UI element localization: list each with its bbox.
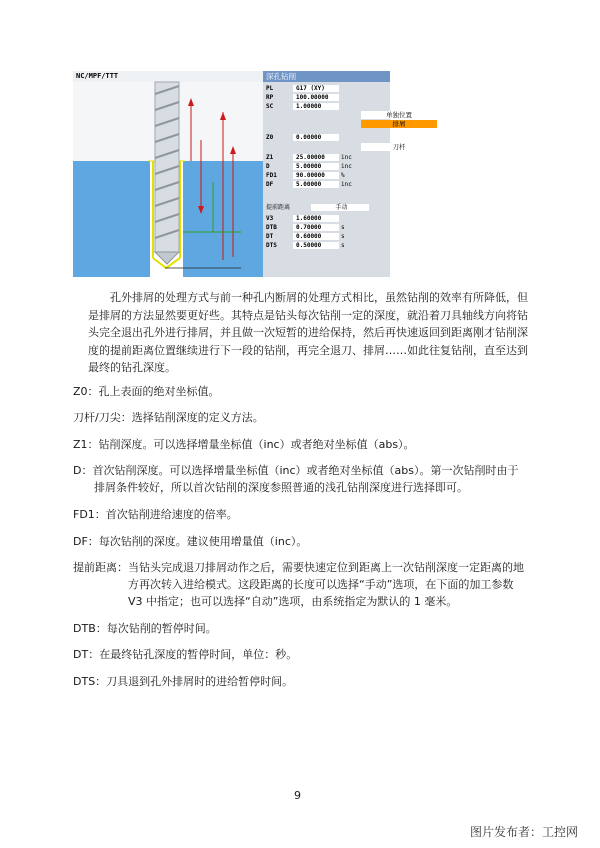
value-field[interactable]: 1.60000	[293, 215, 339, 222]
value-field[interactable]: 25.00000	[293, 154, 339, 161]
advance-description-line1: 提前距离：当钻头完成退刀排屑动作之后，需要快速定位到距离上一次钻削深度一定距离的地	[73, 561, 524, 574]
option-single-position[interactable]: 单独位置	[361, 111, 437, 119]
dtb-description: DTB：每次钻削的暂停时间。	[73, 622, 217, 635]
page-number: 9	[294, 789, 301, 802]
fd1-description: FD1：首次钻削进给速度的倍率。	[73, 508, 238, 521]
value-field[interactable]: 0.50000	[293, 242, 339, 249]
drill-bit-icon	[155, 82, 179, 264]
value-field[interactable]: 5.00000	[293, 181, 339, 188]
parameter-panel: 深孔钻削 PL G17 (XY) RP 100.00000 SC 1.00000 单独位置 排屑 Z0 0.00000 刀杆 Z1 25.00000 inc D 5.00000 inc FD1 90.00000 % DF 5.00000 inc 提前距离 手动 V3 1.60000 DTB 0.70000 s DT 0.60000 s DTS 0.50000 s	[263, 71, 390, 277]
value-field[interactable]: 90.00000	[293, 172, 339, 179]
df-description: DF：每次钻削的深度。建议使用增量值（inc）。	[73, 535, 308, 548]
d-description-line2: 排屑条件较好，所以首次钻削的深度参照普通的浅孔钻削深度进行选择即可。	[94, 481, 468, 494]
shank-description: 刀杆/刀尖：选择钻削深度的定义方法。	[73, 411, 264, 424]
option-tool-shank[interactable]: 刀杆	[361, 143, 437, 151]
value-field[interactable]: 100.00000	[293, 94, 339, 101]
advance-distance-select[interactable]: 手动	[311, 204, 369, 211]
advance-description-line3: V3 中指定；也可以选择“自动”选项，由系统指定为默认的 1 毫米。	[128, 595, 458, 608]
dt-description: DT：在最终钻孔深度的暂停时间，单位：秒。	[73, 648, 298, 661]
dts-description: DTS：刀具退到孔外排屑时的进给暂停时间。	[73, 675, 294, 688]
intro-paragraph: 孔外排屑的处理方式与前一种孔内断屑的处理方式相比，虽然钻削的效率有所降低，但是排屑的方法显然要更好些。其特点是钻头每次钻削一定的深度，就沿着刀具轴线方向将钻头完全退出孔外进行排屑，并且做一次短暂的进给保持，然后再快速返回到距离刚才钻削深度的提前距离位置继续进行下一段的钻削，再完全退刀、排屑……如此往复钻削，直至达到最终的钻孔深度。	[88, 291, 528, 374]
cnc-screenshot	[73, 71, 412, 277]
option-chip-removal[interactable]: 排屑	[361, 120, 437, 128]
value-field[interactable]: 1.00000	[293, 103, 339, 110]
z1-description: Z1：钻削深度。可以选择增量坐标值（inc）或者绝对坐标值（abs）。	[73, 438, 415, 451]
value-field[interactable]: 0.70000	[293, 224, 339, 231]
value-field[interactable]: 0.60000	[293, 233, 339, 240]
d-description-line1: D：首次钻削深度。可以选择增量坐标值（inc）或者绝对坐标值（abs）。第一次钻削时由于	[73, 464, 519, 477]
value-field[interactable]: 0.00000	[293, 134, 339, 141]
value-field[interactable]: 5.00000	[293, 163, 339, 170]
drilling-illustration	[73, 82, 263, 277]
z0-description: Z0：孔上表面的绝对坐标值。	[73, 385, 220, 398]
panel-title: 深孔钻削	[263, 71, 390, 82]
advance-description-line2: 方再次转入进给模式。这段距离的长度可以选择“手动”选项，在下面的加工参数	[128, 578, 514, 591]
program-path: NC/MPF/TTT	[73, 71, 263, 82]
image-credit: 图片发布者：工控网	[470, 825, 579, 839]
value-field[interactable]: G17 (XY)	[293, 85, 339, 92]
